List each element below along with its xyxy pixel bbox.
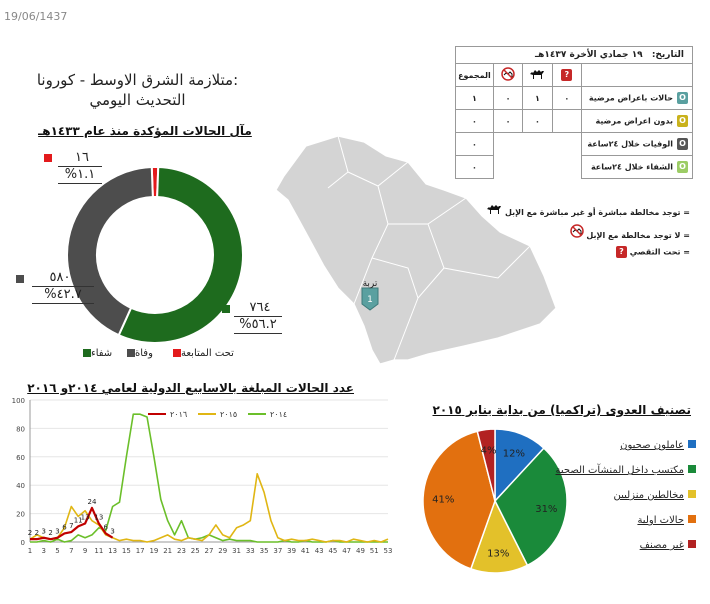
pie-legend-item — [560, 515, 696, 540]
y-tick-label: 60 — [16, 453, 25, 462]
pie-legend-label: مكتسب داخل المنشآت الصحية — [555, 465, 684, 476]
x-tick-label: 39 — [287, 547, 297, 555]
summary-blank — [493, 156, 581, 179]
summary-row-label — [582, 156, 693, 179]
x-tick-label: 3 — [41, 547, 47, 555]
pie-slice-label: 41% — [432, 494, 455, 506]
summary-cell: ٠ — [493, 87, 522, 110]
data-label: 6 — [62, 523, 67, 532]
no-camel-icon — [493, 64, 522, 87]
pie-legend-item — [560, 540, 696, 565]
weekly-cases-line-chart — [0, 392, 400, 560]
page-title-line1: متلازمة الشرق الاوسط - كورونا: — [36, 71, 239, 89]
x-tick-label: 9 — [82, 547, 88, 555]
x-tick-label: 37 — [273, 547, 283, 555]
legend-recovered-swatch — [83, 349, 91, 357]
legend-recovered — [80, 348, 112, 359]
legend-recovered-label: شفاء — [91, 348, 113, 359]
data-label: 2 — [27, 529, 33, 538]
legend-label: ٢٠١٦ — [170, 410, 188, 419]
pie-legend — [555, 440, 696, 565]
x-tick-label: 47 — [342, 547, 352, 555]
x-tick-label: 29 — [218, 547, 228, 555]
pie-slice-label: 4% — [480, 445, 497, 457]
summary-header-row — [456, 64, 693, 87]
summary-cell: ١ — [456, 87, 494, 110]
marker-count: 1 — [367, 295, 373, 305]
x-tick-label: 31 — [232, 547, 241, 555]
series-line-٢٠١٥ — [27, 474, 388, 542]
data-label: 2 — [34, 529, 40, 538]
pie-legend-swatch — [688, 440, 696, 448]
asymptomatic-badge-icon: O — [677, 115, 688, 127]
data-label: 3 — [55, 527, 60, 536]
x-tick-label: 11 — [94, 547, 104, 555]
data-label: 2 — [48, 529, 53, 538]
recovered-count: ٧٦٤ — [249, 300, 271, 315]
donut-title: مآل الحالات المؤكدة منذ عام ١٤٣٣هـ — [38, 124, 252, 138]
legend-deaths-label: وفاة — [135, 348, 153, 359]
x-tick-label: 17 — [135, 547, 145, 555]
summary-panel — [455, 46, 693, 179]
legend-deaths — [124, 348, 153, 359]
deaths-swatch — [16, 275, 24, 283]
summary-date-value: ١٩ جمادي الأخرة ١٤٣٧هـ — [535, 50, 643, 60]
deaths24-badge-icon: O — [677, 138, 688, 150]
summary-date-row — [455, 46, 693, 63]
summary-row — [456, 133, 693, 156]
y-tick-label: 80 — [16, 425, 25, 434]
pie-slice-label: 12% — [502, 448, 526, 460]
key-camel-text: = توجد مخالطة مباشرة أو غير مباشرة مع الإبل — [504, 208, 690, 217]
legend-label: ٢٠١٥ — [220, 410, 238, 419]
x-tick-label: 21 — [163, 547, 173, 555]
key-no-camel — [570, 224, 690, 240]
summary-cell: ٠ — [552, 87, 581, 110]
deaths-pct: %٤٢.٧ — [32, 286, 94, 304]
summary-cell: ٠ — [456, 133, 494, 156]
x-tick-label: 49 — [356, 547, 365, 555]
summary-cell: ١ — [523, 87, 552, 110]
date-stamp: 19/06/1437 — [4, 10, 68, 23]
summary-header-blank — [582, 64, 693, 87]
summary-cell: ٠ — [493, 110, 522, 133]
key-camel — [486, 203, 690, 217]
data-label: 3 — [41, 527, 47, 536]
infection-type-pie-chart — [415, 425, 575, 577]
pie-legend-item — [560, 440, 696, 465]
x-tick-label: 15 — [121, 547, 131, 555]
data-label: 7 — [69, 522, 74, 531]
pie-legend-swatch — [688, 540, 696, 548]
pie-slice-label: 13% — [487, 548, 510, 560]
x-tick-label: 33 — [245, 547, 255, 555]
deaths-count: ٥٨٠ — [49, 270, 71, 285]
key-question-text: = تحت التقصي — [629, 247, 690, 257]
legend-label: ٢٠١٤ — [270, 410, 288, 419]
data-label: 13 — [80, 513, 90, 522]
deaths24-label: الوفيات خلال ٢٤ساعة — [587, 139, 673, 149]
summary-date-label: التاريخ: — [651, 50, 684, 60]
pie-legend-item — [555, 465, 696, 490]
followup-stat — [44, 150, 102, 184]
pie-legend-label: مخالطين منزليين — [613, 490, 684, 501]
page-title-line2: التحديث اليومي — [89, 91, 186, 109]
summary-cell: ٠ — [456, 110, 494, 133]
x-tick-label: 13 — [108, 547, 118, 555]
x-tick-label: 43 — [314, 547, 324, 555]
legend-followup — [170, 348, 234, 359]
x-tick-label: 41 — [300, 547, 310, 555]
summary-row — [456, 87, 693, 110]
x-tick-label: 5 — [55, 547, 60, 555]
camel-icon — [486, 203, 502, 215]
donut-segment-deaths — [67, 167, 153, 335]
x-tick-label: 51 — [369, 547, 379, 555]
x-tick-label: 23 — [177, 547, 186, 555]
x-tick-label: 1 — [27, 547, 33, 555]
summary-cell: ٠ — [523, 110, 552, 133]
summary-row-label — [582, 110, 693, 133]
legend-followup-swatch — [173, 349, 181, 357]
summary-row-label — [582, 87, 693, 110]
recovered-swatch — [222, 305, 230, 313]
x-tick-label: 27 — [204, 547, 214, 555]
summary-row — [456, 156, 693, 179]
pie-slice-label: 31% — [535, 504, 558, 516]
no-camel-icon — [570, 224, 584, 238]
pie-legend-swatch — [688, 515, 696, 523]
legend-followup-label: تحت المتابعة — [181, 348, 234, 359]
deaths-stat — [16, 270, 94, 304]
x-tick-label: 25 — [190, 547, 200, 555]
data-label: 24 — [87, 497, 97, 506]
x-tick-label: 35 — [259, 547, 269, 555]
pie-legend-label: حالات اولية — [637, 515, 684, 526]
y-tick-label: 20 — [16, 510, 25, 519]
camel-icon — [523, 64, 552, 87]
x-tick-label: 53 — [383, 547, 393, 555]
followup-swatch — [44, 154, 52, 162]
summary-row-label — [582, 133, 693, 156]
y-tick-label: 0 — [20, 539, 25, 547]
series-line-٢٠١٤ — [27, 414, 388, 542]
y-tick-label: 40 — [16, 482, 25, 491]
summary-cell: ٠ — [456, 156, 494, 179]
pie-chart-title: تصنيف العدوى (تراكميا) من بداية يناير ٢٠١٥ — [432, 403, 691, 417]
marker-city: تربة — [362, 279, 378, 289]
x-tick-label: 19 — [149, 547, 159, 555]
line-chart-title: عدد الحالات المبلغة بالاسابيع الدولية لعامي ٢٠١٤و ٢٠١٦ — [27, 381, 354, 395]
x-tick-label: 45 — [328, 547, 338, 555]
data-label: 3 — [110, 527, 115, 536]
data-label: 6 — [103, 523, 108, 532]
key-question — [616, 246, 690, 258]
pie-legend-swatch — [688, 490, 696, 498]
summary-blank — [493, 133, 581, 156]
recovered24-badge-icon: O — [677, 161, 688, 173]
pie-legend-label: غير مصنف — [639, 540, 684, 551]
recovered24-label: الشفاء خلال ٢٤ساعة — [590, 162, 673, 172]
pie-legend-swatch — [688, 465, 696, 473]
followup-count: ١٦ — [75, 150, 89, 165]
summary-total-header: المجموع — [456, 64, 494, 87]
recovered-pct: %٥٦.٢ — [234, 316, 282, 334]
key-no-camel-text: = لا توجد مخالطة مع الإبل — [586, 231, 690, 240]
summary-cell — [552, 110, 581, 133]
legend-deaths-swatch — [127, 349, 135, 357]
data-label: 11 — [73, 516, 83, 525]
y-tick-label: 100 — [11, 397, 25, 405]
symptomatic-label: حالات باعراض مرضية — [588, 93, 673, 103]
asymptomatic-label: بدون اعراض مرضية — [595, 116, 673, 126]
followup-pct: %١.١ — [58, 166, 102, 184]
question-icon: ? — [616, 246, 627, 258]
summary-table — [455, 63, 693, 179]
question-icon: ? — [552, 64, 581, 87]
pie-legend-item — [560, 490, 696, 515]
symptomatic-badge-icon: O — [677, 92, 688, 104]
summary-row — [456, 110, 693, 133]
x-tick-label: 7 — [69, 547, 74, 555]
data-label: 13 — [94, 513, 104, 522]
page-title — [30, 70, 245, 110]
pie-legend-label: عاملون صحيون — [620, 440, 684, 451]
